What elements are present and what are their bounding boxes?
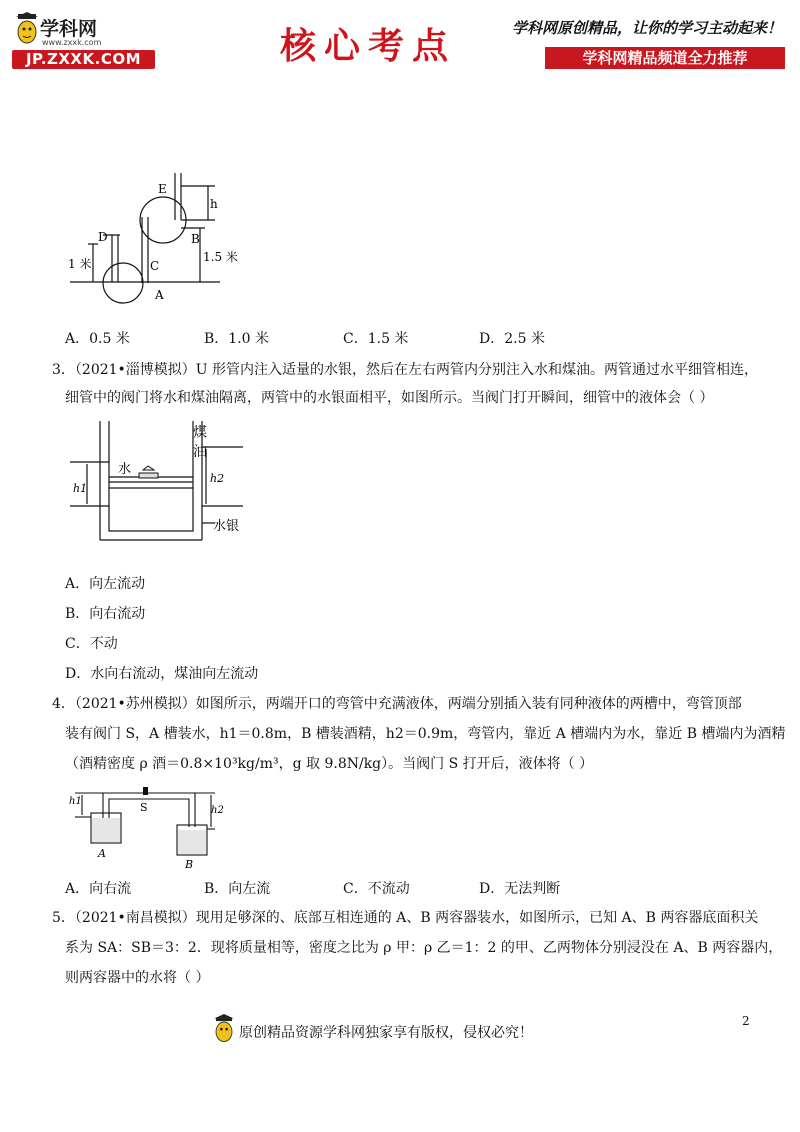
q5-line-3: 则两容器中的水将（ ）: [65, 970, 210, 986]
q4-option-d: D．无法判断: [479, 881, 561, 897]
fig1-label-1m: 1 米: [68, 257, 92, 271]
fig1-label-15m: 1.5 米: [203, 250, 238, 264]
q3-line-2: 细管中的阀门将水和煤油隔离，两管中的水银面相平，如图所示。当阀门打开瞬间，细管中的液体会（ ）: [65, 390, 714, 406]
fig3-coal-1: 煤: [193, 425, 207, 441]
q4-option-b: B．向左流: [204, 881, 271, 897]
fig4-h2: h2: [211, 805, 224, 816]
fig4-a: A: [98, 847, 106, 860]
header-slogan-bar: 学科网精品频道全力推荐: [545, 47, 785, 69]
fig4-s: S: [140, 801, 148, 814]
mascot-logo-icon: [14, 12, 40, 48]
q2-option-a: A．0.5 米: [65, 331, 130, 347]
q3-option-a: A．向左流动: [65, 576, 146, 592]
fig4-b: B: [185, 858, 194, 870]
q4-option-c: C．不流动: [343, 881, 410, 897]
q4-line-2: 装有阀门 S，A 槽装水，h1＝0.8m，B 槽装酒精，h2＝0.9m，弯管内，靠近 A 槽端内为水，靠近 B 槽端内为酒精: [65, 726, 786, 742]
fig3-mercury: 水银: [213, 519, 240, 534]
fig3-h2: h2: [210, 472, 225, 485]
header-title: 核心考点: [280, 26, 457, 67]
header: [0, 0, 800, 80]
header-slogan: 学科网原创精品，让你的学习主动起来！: [512, 19, 783, 37]
q2-option-b: B．1.0 米: [204, 331, 270, 347]
q4-line-3: （酒精密度 ρ 酒＝0.8×10³kg/m³，g 取 9.8N/kg）。当阀门 S 打开后，液体将（ ）: [65, 756, 594, 772]
fig1-label-d: D: [98, 230, 108, 244]
figure-q4: [65, 785, 225, 870]
q4-option-a: A．向右流: [65, 881, 132, 897]
logo-small-url: www.zxxk.com: [42, 38, 102, 47]
fig1-label-b: B: [191, 232, 200, 246]
q5-line-2: 系为 SA：SB＝3：2．现将质量相等，密度之比为 ρ 甲：ρ 乙＝1：2 的甲、乙两物体分别浸没在 A、B 两容器内，: [65, 940, 783, 956]
logo-url: JP.ZXXK.COM: [12, 50, 155, 69]
logo-name: 学科网: [40, 18, 98, 40]
footer-mascot-icon: [212, 1014, 236, 1046]
fig3-h1: h1: [73, 482, 88, 495]
figure-q3: [65, 418, 250, 548]
fig4-h1: h1: [69, 796, 82, 807]
q2-option-c: C．1.5 米: [343, 331, 409, 347]
q5-line-1: 5．（2021•南昌模拟）现用足够深的、底部互相连通的 A、B 两容器装水，如图所示，已知 A、B 两容器底面积关: [52, 910, 759, 926]
q4-line-1: 4．（2021•苏州模拟）如图所示，两端开口的弯管中充满液体，两端分别插入装有同种液体的两槽中，弯管顶部: [52, 696, 742, 712]
fig1-label-c: C: [150, 259, 160, 273]
fig3-water: 水: [118, 462, 132, 477]
fig1-label-h: h: [210, 197, 218, 211]
q2-option-d: D．2.5 米: [479, 331, 545, 347]
fig3-coal-2: 油: [193, 444, 207, 460]
q3-option-c: C．不动: [65, 636, 118, 652]
fig1-label-a: A: [155, 288, 164, 302]
q3-line-1: 3．（2021•淄博模拟）U 形管内注入适量的水银，然后在左右两管内分别注入水和煤油。两管通过水平细管相连，: [52, 362, 759, 378]
figure-q2: [60, 165, 260, 305]
q3-option-d: D．水向右流动，煤油向左流动: [65, 666, 259, 682]
q3-option-b: B．向右流动: [65, 606, 146, 622]
footer-copyright: 原创精品资源学科网独家享有版权，侵权必究！: [239, 1025, 533, 1041]
fig1-label-e: E: [158, 182, 167, 196]
page-number: 2: [742, 1014, 750, 1028]
